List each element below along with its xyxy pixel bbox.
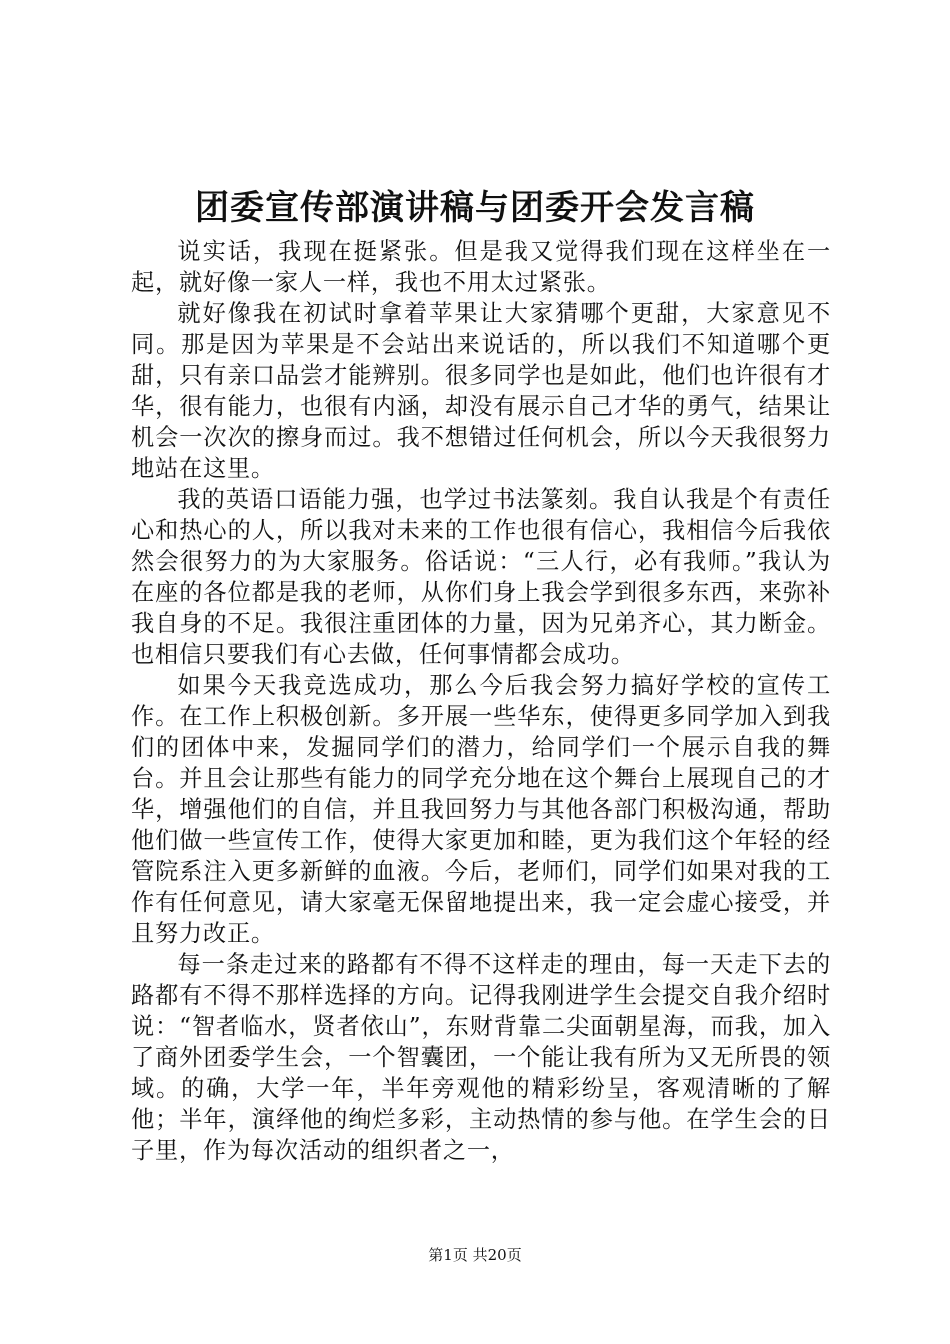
paragraph-4: 如果今天我竞选成功，那么今后我会努力搞好学校的宣传工作。在工作上积极创新。多开展一些华东，使得更多同学加入到我们的团体中来，发掘同学们的潜力，给同学们一个展示自我的舞台。并且会让那些有能力的同学充分地在这个舞台上展现自己的才华，增强他们的自信，并且我回努力与其他各部门积极沟通，帮助他们做一些宣传工作，使得大家更加和睦，更为我们这个年轻的经管院系注入更多新鲜的血液。今后，老师们，同学们如果对我的工作有任何意见，请大家毫无保留地提出来，我一定会虚心接受，并且努力改正。 — [131, 672, 831, 947]
paragraph-5: 每一条走过来的路都有不得不这样走的理由，每一天走下去的路都有不得不那样选择的方向。记得我刚进学生会提交自我介绍时说：“智者临水，贤者依山”，东财背靠二尖面朝星海，而我，加入了商外团委学生会，一个智囊团，一个能让我有所为又无所畏的领域。的确，大学一年，半年旁观他的精彩纷呈，客观清晰的了解他；半年，演绎他的绚烂多彩，主动热情的参与他。在学生会的日子里，作为每次活动的组织者之一， — [131, 951, 831, 1164]
paragraph-2: 就好像我在初试时拿着苹果让大家猜哪个更甜，大家意见不同。那是因为苹果是不会站出来说话的，所以我们不知道哪个更甜，只有亲口品尝才能辨别。很多同学也是如此，他们也许很有才华，很有能力，也很有内涵，却没有展示自己才华的勇气，结果让机会一次次的擦身而过。我不想错过任何机会，所以今天我很努力地站在这里。 — [131, 300, 831, 482]
document-body — [131, 236, 831, 1166]
paragraph-3: 我的英语口语能力强，也学过书法篆刻。我自认我是个有责任心和热心的人，所以我对未来的工作也很有信心，我相信今后我依然会很努力的为大家服务。俗话说：“三人行，必有我师。”我认为在座的各位都是我的老师，从你们身上我会学到很多东西，来弥补我自身的不足。我很注重团体的力量，因为兄弟齐心，其力断金。也相信只要我们有心去做，任何事情都会成功。 — [131, 486, 831, 668]
document-title: 团委宣传部演讲稿与团委开会发言稿 — [195, 188, 755, 228]
page-footer: 第1页 共20页 — [428, 1246, 522, 1264]
paragraph-1: 说实话，我现在挺紧张。但是我又觉得我们现在这样坐在一起，就好像一家人一样，我也不用太过紧张。 — [131, 238, 831, 296]
